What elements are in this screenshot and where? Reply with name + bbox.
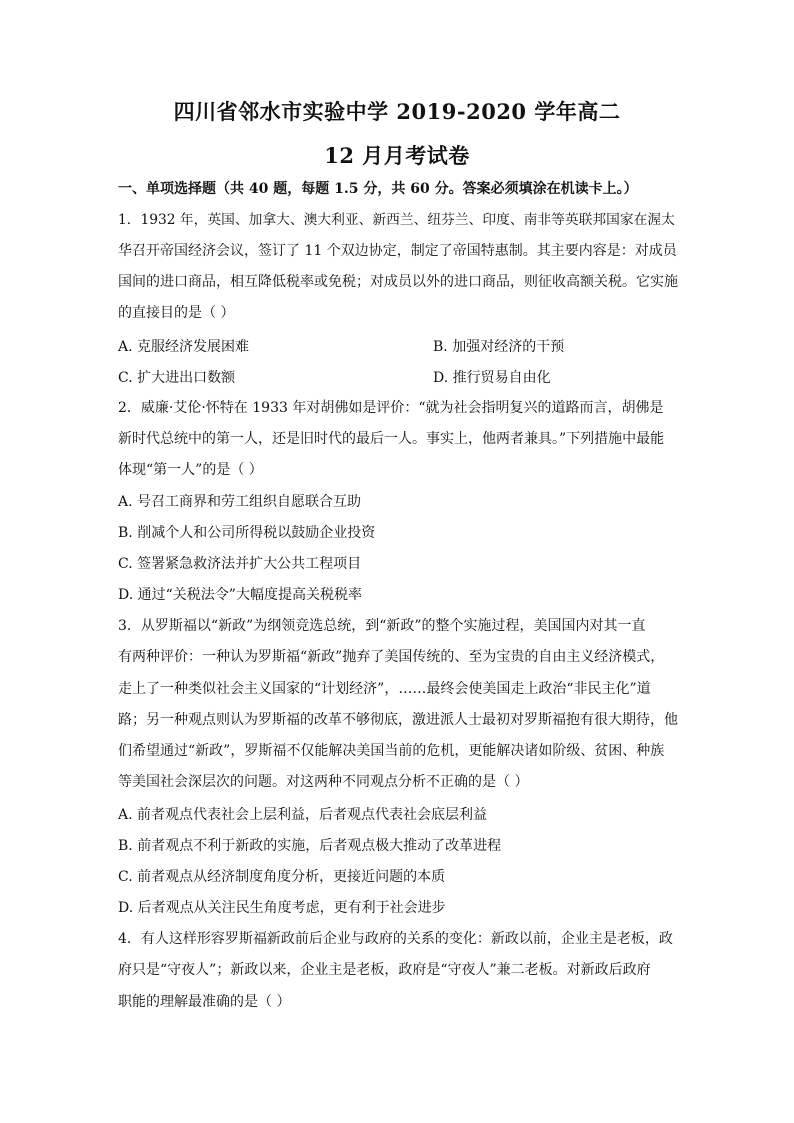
question-3-line: 等美国社会深层次的问题。对这两种不同观点分析不正确的是（ ）: [118, 774, 529, 790]
question-1-option-a: A. 克服经济发展困难: [118, 339, 250, 355]
question-2-option-b: B. 削减个人和公司所得税以鼓励企业投资: [118, 525, 376, 541]
question-3-line: 走上了一种类似社会主义国家的“计划经济”，……最终会使美国走上政治“非民主化”道: [118, 681, 651, 697]
question-1-line: 的直接目的是（ ）: [118, 305, 235, 321]
question-4-line: 4．有人这样形容罗斯福新政前后企业与政府的关系的变化：新政以前，企业主是老板，政: [118, 931, 673, 947]
question-1-option-d: D. 推行贸易自由化: [433, 370, 551, 386]
question-3-line: 3．从罗斯福以“新政”为纲领竞选总统，到“新政”的整个实施过程，美国国内对其一直: [118, 618, 646, 634]
question-2-option-c: C. 签署紧急救济法并扩大公共工程项目: [118, 556, 362, 572]
question-1-option-c: C. 扩大进出口数额: [118, 370, 236, 386]
exam-subtitle: 12 月月考试卷: [324, 143, 470, 168]
question-3-option-d: D. 后者观点从关注民生角度考虑，更有利于社会进步: [118, 900, 446, 916]
question-2-line: 体现“第一人”的是（ ）: [118, 462, 263, 478]
question-2-option-d: D. 通过“关税法令”大幅度提高关税税率: [118, 587, 362, 603]
section-heading: 一、单项选择题（共 40 题，每题 1.5 分，共 60 分。答案必须填涂在机读卡上。）: [118, 181, 638, 197]
question-1-line: 国间的进口商品，相互降低税率或免税；对成员以外的进口商品，则征收高额关税。它实施: [118, 274, 678, 290]
question-3-line: 路；另一种观点则认为罗斯福的改革不够彻底，激进派人士最初对罗斯福抱有很大期待，他: [118, 712, 678, 728]
exam-title: 四川省邻水市实验中学 2019-2020 学年高二: [173, 99, 621, 124]
question-1-line: 1．1932 年，英国、加拿大、澳大利亚、新西兰、纽芬兰、印度、南非等英联邦国家在渥太: [118, 212, 675, 228]
question-3-line: 有两种评价：一种认为罗斯福“新政”抛弃了美国传统的、至为宝贵的自由主义经济模式，: [118, 649, 665, 665]
question-3-option-a: A. 前者观点代表社会上层利益，后者观点代表社会底层利益: [118, 807, 488, 823]
question-2-line: 2．威廉·艾伦·怀特在 1933 年对胡佛如是评价：“就为社会指明复兴的道路而言，胡佛是: [118, 400, 664, 416]
question-3-line: 们希望通过“新政”，罗斯福不仅能解决美国当前的危机，更能解决诸如阶级、贫困、种族: [118, 743, 665, 759]
question-4-line: 职能的理解最准确的是（ ）: [118, 994, 291, 1010]
question-1-line: 华召开帝国经济会议，签订了 11 个双边协定，制定了帝国特惠制。其主要内容是：对成员: [118, 243, 677, 259]
question-2-line: 新时代总统中的第一人，还是旧时代的最后一人。事实上，他两者兼具。”下列措施中最能: [118, 431, 665, 447]
question-1-option-b: B. 加强对经济的干预: [433, 339, 565, 355]
question-4-line: 府只是“守夜人”；新政以来，企业主是老板，政府是“守夜人”兼二老板。对新政后政府: [118, 962, 651, 978]
question-3-option-b: B. 前者观点不利于新政的实施，后者观点极大推动了改革进程: [118, 838, 502, 854]
question-3-option-c: C. 前者观点从经济制度角度分析，更接近问题的本质: [118, 869, 446, 885]
question-2-option-a: A. 号召工商界和劳工组织自愿联合互助: [118, 494, 362, 510]
